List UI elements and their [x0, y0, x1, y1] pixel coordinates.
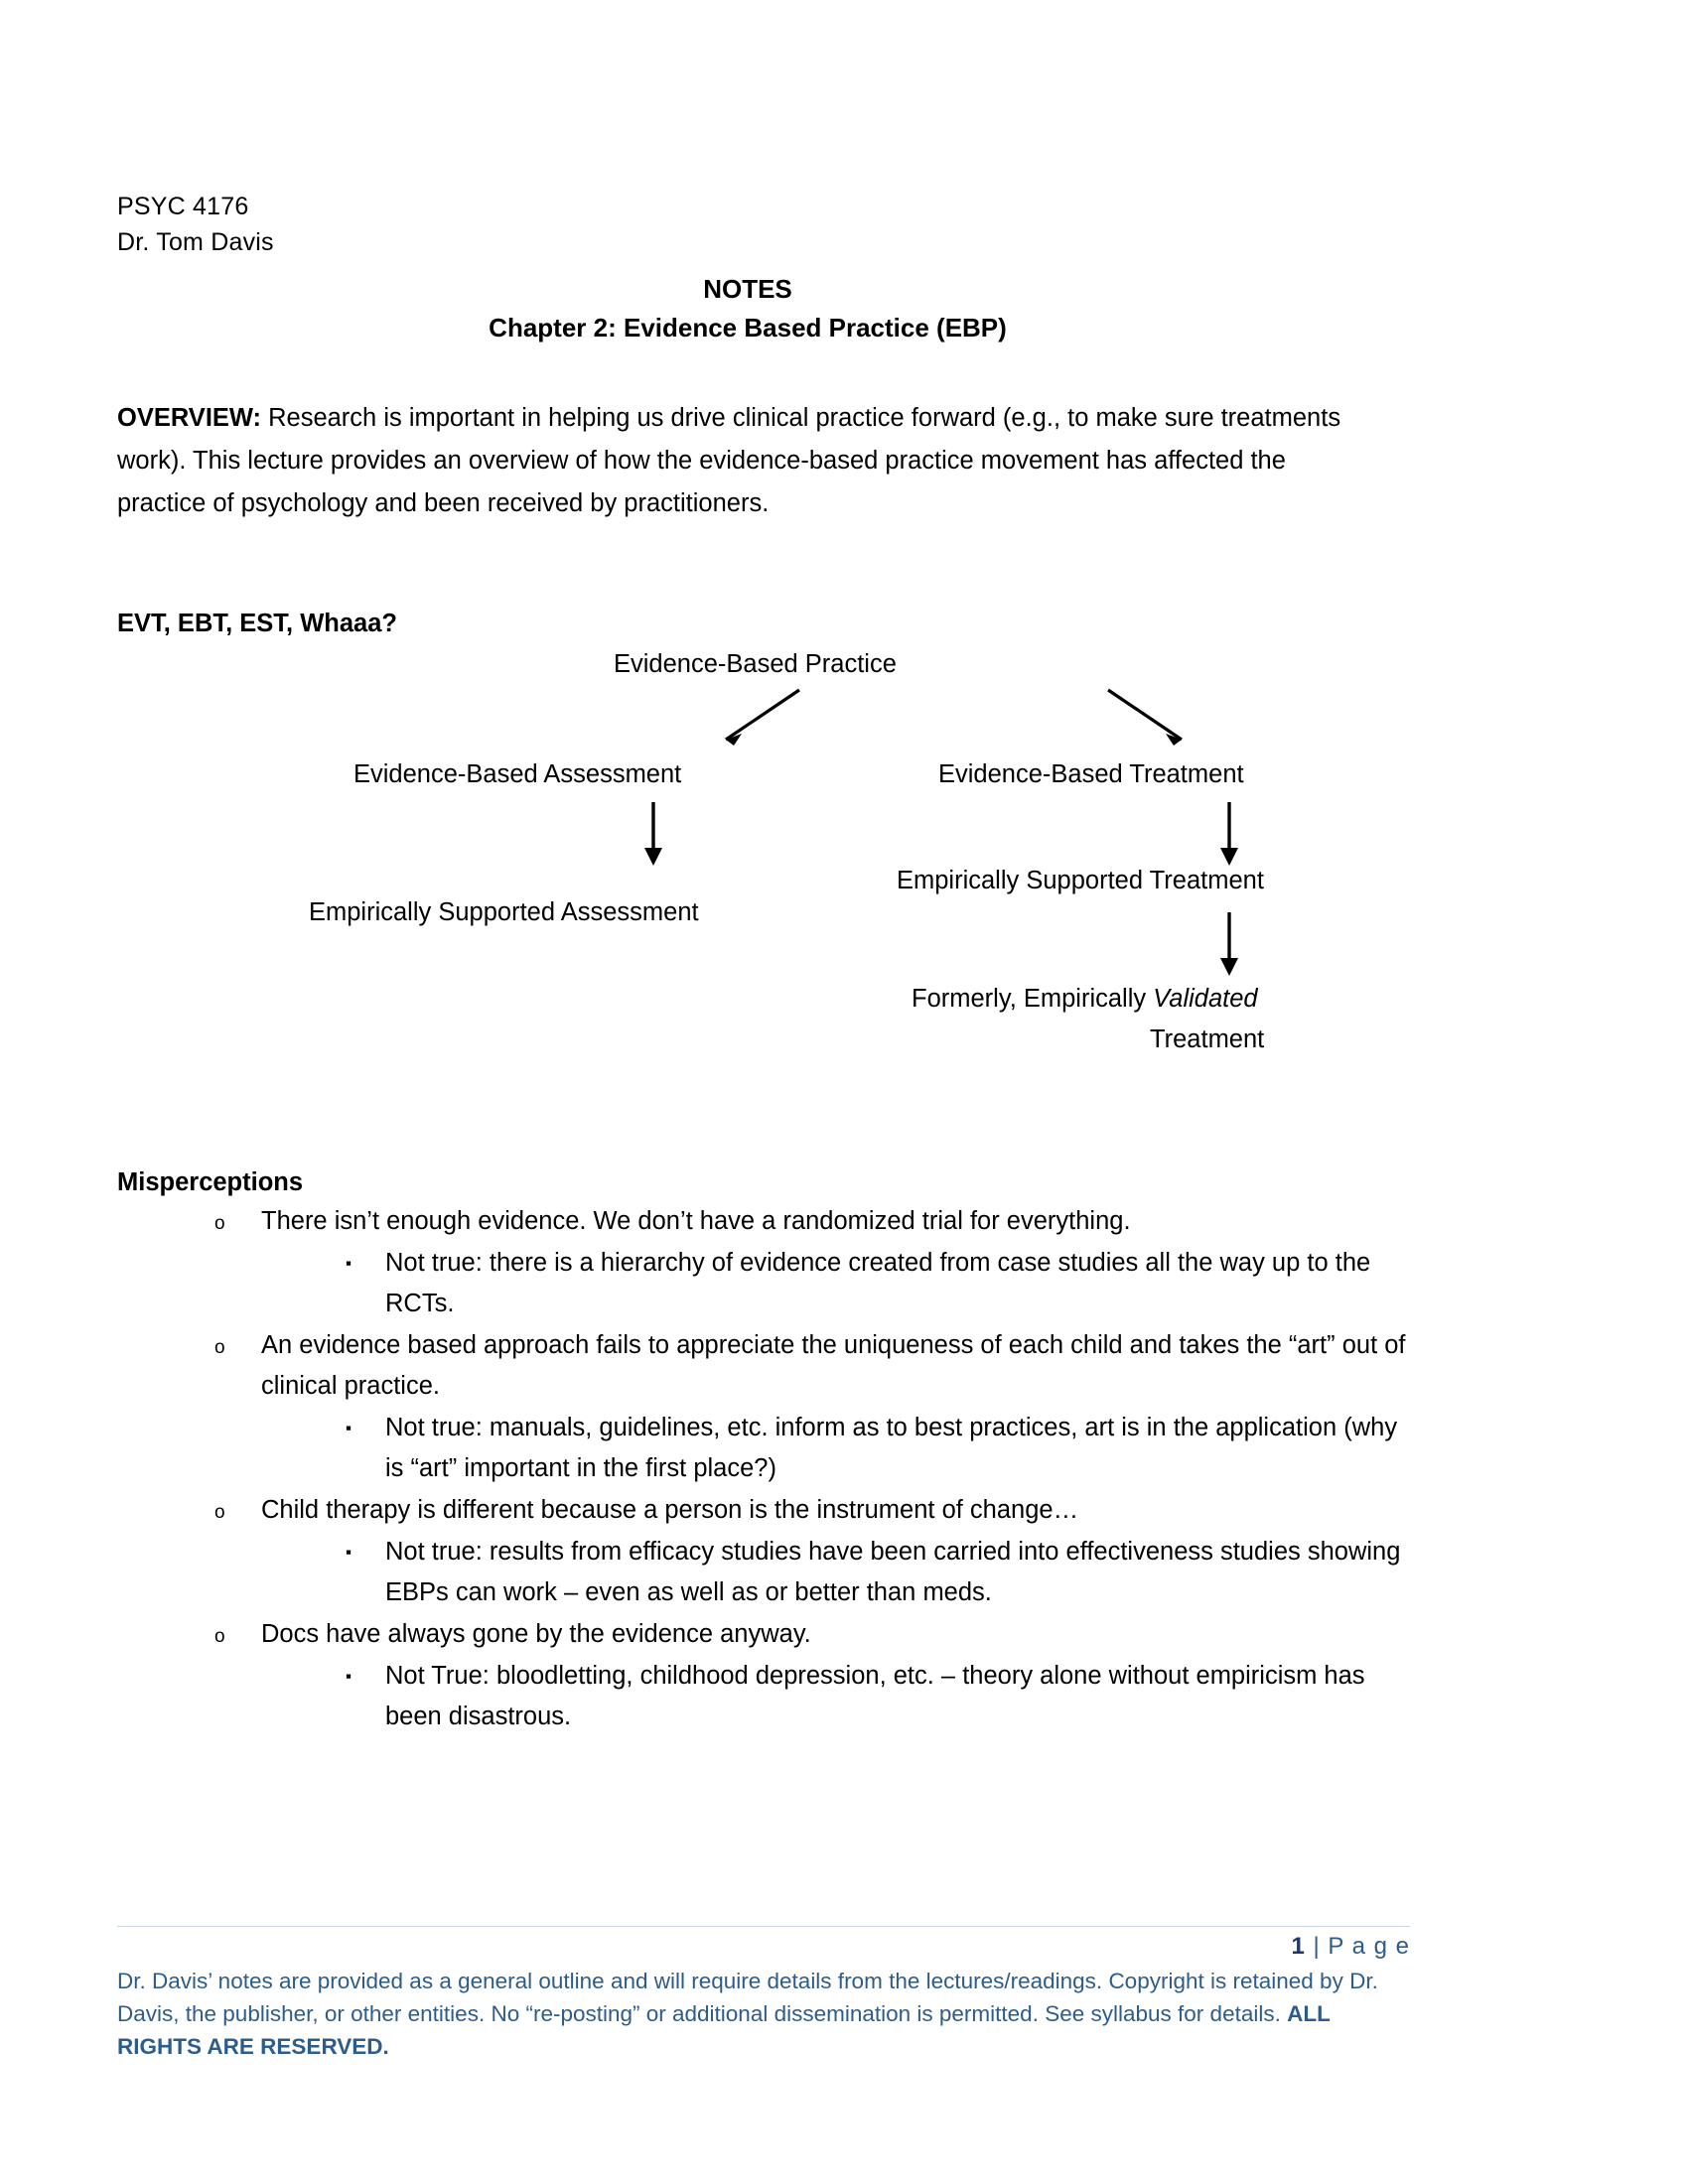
list-item: [117, 1614, 1408, 1655]
page-title: NOTES: [703, 274, 792, 304]
list-item: [117, 1243, 1408, 1324]
diagram-node-evt-italic: Validated: [1153, 985, 1258, 1013]
misperceptions-heading: Misperceptions: [117, 1168, 304, 1196]
diagram-node-esa: Empirically Supported Assessment: [309, 898, 699, 926]
chapter-title: Chapter 2: Evidence Based Practice (EBP): [489, 313, 1007, 342]
page-footer: [117, 1926, 1410, 2063]
list-item: [117, 1325, 1408, 1407]
copyright-line-2: retained by Dr. Davis, the publisher, or other entities. No “re-posting” or additional dissemination is permitted.: [117, 1969, 1378, 2026]
arrow-root-to-right-icon: [1100, 684, 1199, 753]
arrow-ebt-to-est-icon: [1214, 800, 1244, 870]
list-item-text: There isn’t enough evidence. We don’t have a randomized trial for everything.: [261, 1207, 1131, 1235]
bullet-marker-square-icon: ▪: [346, 1254, 352, 1273]
diagram-node-evt-post: Treatment: [1150, 1025, 1265, 1053]
arrow-root-to-left-icon: [708, 684, 807, 753]
footer-divider: [117, 1926, 1410, 1927]
bullet-marker-square-icon: ▪: [346, 1543, 352, 1562]
page-number-word: | P a g e: [1313, 1933, 1410, 1960]
list-item-text: An evidence based approach fails to appreciate the uniqueness of each child and takes the “art” out of clinical practice.: [261, 1331, 1406, 1400]
diagram-node-ebt: Evidence-Based Treatment: [938, 760, 1244, 788]
page-number: [117, 1933, 1410, 1961]
overview-label: OVERVIEW:: [117, 404, 262, 432]
diagram-node-evt: [912, 979, 1258, 1019]
section-heading-evt: EVT, EBT, EST, Whaaa?: [117, 610, 397, 637]
misperceptions-section: [117, 1168, 1408, 1737]
list-item: [117, 1490, 1408, 1531]
diagram-node-eba: Evidence-Based Assessment: [353, 760, 682, 788]
rights-reserved-text: ALL RIGHTS ARE RESERVED.: [117, 2001, 1331, 2059]
list-item-text: Not true: manuals, guidelines, etc. inform as to best practices, art is in the application (why is “art” important in the first place?): [385, 1414, 1398, 1482]
ebp-hierarchy-diagram: [117, 644, 1408, 1091]
overview-paragraph: [117, 397, 1380, 525]
list-item: [117, 1532, 1408, 1613]
list-item-text: Not True: bloodletting, childhood depression, etc. – theory alone without empiricism has been disastrous.: [385, 1662, 1365, 1730]
document-body: [117, 189, 1408, 1737]
bullet-marker-square-icon: ▪: [346, 1667, 352, 1686]
copyright-line-1: Dr. Davis’ notes are provided as a general outline and will require details from the lectures/readings. Copyright is: [117, 1969, 1227, 1993]
diagram-node-est: Empirically Supported Treatment: [897, 867, 1264, 894]
arrow-eba-to-esa-icon: [638, 800, 668, 870]
list-item-text: Not true: results from efficacy studies have been carried into effectiveness studies showing EBPs can work – even as well as or better than meds.: [385, 1538, 1401, 1606]
copyright-line-3-pre: See syllabus for details.: [1045, 2001, 1288, 2026]
diagram-node-evt-pre: Formerly, Empirically: [912, 985, 1154, 1013]
bullet-marker-circle-icon: o: [214, 1502, 225, 1523]
arrow-est-to-evt-icon: [1214, 910, 1244, 980]
list-item: [117, 1408, 1408, 1489]
bullet-marker-square-icon: ▪: [346, 1419, 352, 1437]
page-number-value: 1: [1291, 1933, 1306, 1960]
bullet-marker-circle-icon: o: [214, 1337, 225, 1358]
diagram-node-root: Evidence-Based Practice: [614, 650, 897, 678]
overview-text: Research is important in helping us drive clinical practice forward (e.g., to make sure treatments work). This lecture provides an overview of how the evidence-based practice movement has affected the practice of psychology and been received by practitioners.: [117, 404, 1341, 517]
bullet-marker-circle-icon: o: [214, 1626, 225, 1647]
list-item: [117, 1201, 1408, 1242]
title-block: [117, 270, 1408, 347]
list-item-text: Not true: there is a hierarchy of evidence created from case studies all the way up to the RCTs.: [385, 1249, 1371, 1317]
list-item-text: Docs have always gone by the evidence anyway.: [261, 1620, 811, 1648]
copyright-notice: [117, 1965, 1410, 2063]
bullet-marker-circle-icon: o: [214, 1213, 225, 1234]
course-code: PSYC 4176: [117, 193, 249, 220]
instructor-name: Dr. Tom Davis: [117, 228, 274, 256]
list-item-text: Child therapy is different because a person is the instrument of change…: [261, 1496, 1079, 1524]
list-item: [117, 1656, 1408, 1737]
